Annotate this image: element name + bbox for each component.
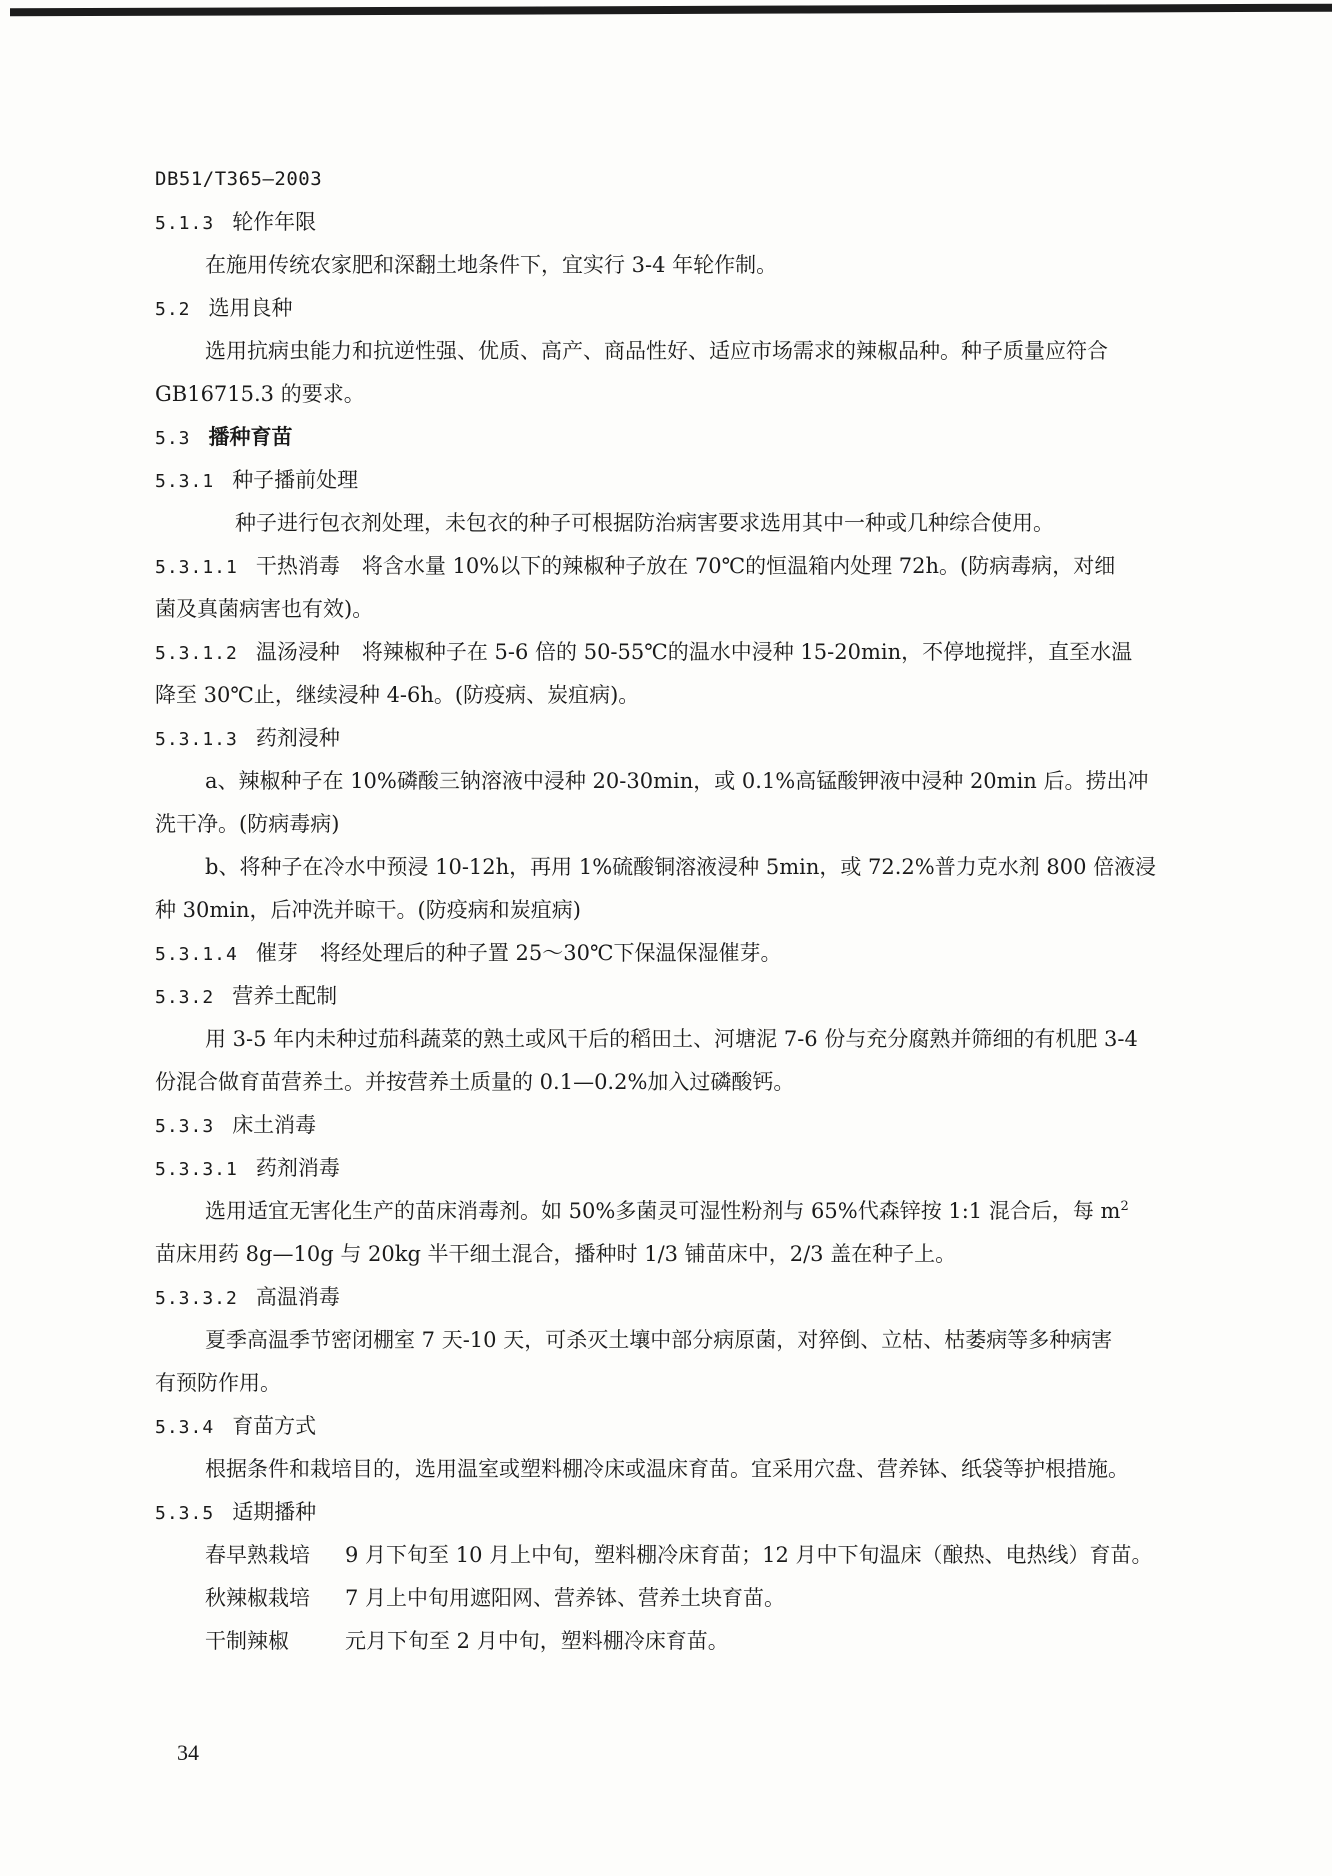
paragraph-continued: 菌及真菌病害也有效)。 bbox=[155, 597, 374, 621]
superscript: 2 bbox=[1120, 1199, 1129, 1214]
section-title: 床土消毒 bbox=[232, 1113, 317, 1137]
document-body bbox=[155, 158, 1195, 1663]
schedule-row bbox=[155, 1534, 1195, 1577]
doc-code: DB51/T365—2003 bbox=[155, 168, 323, 190]
section-number: 5.3.1 bbox=[155, 471, 215, 492]
paragraph: 根据条件和栽培目的，选用温室或塑料棚冷床或温床育苗。宜采用穴盘、营养钵、纸袋等护根措施。 bbox=[205, 1457, 1129, 1481]
heading-5-3-1-4 bbox=[155, 932, 1195, 975]
schedule-text: 7 月上中旬用遮阳网、营养钵、营养土块育苗。 bbox=[345, 1586, 786, 1610]
paragraph: 将辣椒种子在 5-6 倍的 50-55℃的温水中浸种 15-20min，不停地搅拌，直至水温 bbox=[361, 640, 1133, 664]
heading-5-2 bbox=[155, 287, 1195, 330]
paragraph: 在施用传统农家肥和深翻土地条件下，宜实行 3-4 年轮作制。 bbox=[205, 253, 778, 277]
section-title: 温汤浸种 bbox=[255, 640, 340, 664]
heading-5-3-1 bbox=[155, 459, 1195, 502]
paragraph: 将经处理后的种子置 25～30℃下保温保湿催芽。 bbox=[319, 941, 782, 965]
section-title: 选用良种 bbox=[208, 296, 293, 320]
section-title: 干热消毒 bbox=[255, 554, 340, 578]
section-title: 育苗方式 bbox=[232, 1414, 317, 1438]
paragraph-continued: 有预防作用。 bbox=[155, 1371, 281, 1395]
section-number: 5.3.5 bbox=[155, 1503, 215, 1524]
section-title: 适期播种 bbox=[232, 1500, 317, 1524]
heading-5-3-1-1 bbox=[155, 545, 1195, 588]
section-title: 高温消毒 bbox=[255, 1285, 340, 1309]
heading-5-3-1-3 bbox=[155, 717, 1195, 760]
section-number: 5.3.1.4 bbox=[155, 944, 238, 965]
heading-5-3-3-1 bbox=[155, 1147, 1195, 1190]
heading-5-3-4 bbox=[155, 1405, 1195, 1448]
section-number: 5.3.3.1 bbox=[155, 1159, 238, 1180]
section-number: 5.3.1.1 bbox=[155, 557, 238, 578]
section-title: 轮作年限 bbox=[232, 210, 317, 234]
heading-5-3-3-2 bbox=[155, 1276, 1195, 1319]
section-number: 5.3.1.2 bbox=[155, 643, 238, 664]
list-item-b: b、将种子在冷水中预浸 10-12h，再用 1%硫酸铜溶液浸种 5min，或 72.2%普力克水剂 800 倍液浸 bbox=[205, 855, 1157, 879]
list-item-a: a、辣椒种子在 10%磷酸三钠溶液中浸种 20-30min，或 0.1%高锰酸钾液中浸种 20min 后。捞出冲 bbox=[205, 769, 1149, 793]
heading-5-3 bbox=[155, 416, 1195, 459]
paragraph: 选用抗病虫能力和抗逆性强、优质、高产、商品性好、适应市场需求的辣椒品种。种子质量应符合 bbox=[205, 339, 1108, 363]
page-number: 34 bbox=[177, 1740, 199, 1765]
paragraph-continued: 份混合做育苗营养土。并按营养土质量的 0.1—0.2%加入过磷酸钙。 bbox=[155, 1070, 795, 1094]
paragraph-text: 选用适宜无害化生产的苗床消毒剂。如 50%多菌灵可湿性粉剂与 65%代森锌按 1:1 混合后，每 m bbox=[205, 1199, 1121, 1223]
paragraph-continued: 苗床用药 8g—10g 与 20kg 半干细土混合，播种时 1/3 铺苗床中，2/3 盖在种子上。 bbox=[155, 1242, 957, 1266]
section-title: 营养土配制 bbox=[232, 984, 338, 1008]
heading-5-3-3 bbox=[155, 1104, 1195, 1147]
heading-5-1-3 bbox=[155, 201, 1195, 244]
section-number: 5.1.3 bbox=[155, 213, 215, 234]
heading-5-3-2 bbox=[155, 975, 1195, 1018]
heading-5-3-1-2 bbox=[155, 631, 1195, 674]
section-title: 药剂消毒 bbox=[255, 1156, 340, 1180]
top-rule bbox=[10, 4, 1332, 17]
paragraph: 种子进行包衣剂处理，未包衣的种子可根据防治病害要求选用其中一种或几种综合使用。 bbox=[235, 511, 1054, 535]
section-title: 种子播前处理 bbox=[232, 468, 359, 492]
section-title: 催芽 bbox=[255, 941, 298, 965]
paragraph-continued: GB16715.3 的要求。 bbox=[155, 382, 365, 406]
paragraph-continued: 降至 30℃止，继续浸种 4-6h。(防疫病、炭疽病)。 bbox=[155, 683, 640, 707]
section-title: 药剂浸种 bbox=[255, 726, 340, 750]
list-item-a-continued: 洗干净。(防病毒病) bbox=[155, 812, 340, 836]
schedule-row bbox=[155, 1620, 1195, 1663]
schedule-label: 干制辣椒 bbox=[205, 1629, 289, 1653]
section-number: 5.2 bbox=[155, 299, 191, 320]
paragraph: 用 3-5 年内未种过茄科蔬菜的熟土或风干后的稻田土、河塘泥 7-6 份与充分腐熟并筛细的有机肥 3-4 bbox=[205, 1027, 1138, 1051]
paragraph: 夏季高温季节密闭棚室 7 天-10 天，可杀灭土壤中部分病原菌，对猝倒、立枯、枯萎病等多种病害 bbox=[205, 1328, 1113, 1352]
heading-5-3-5 bbox=[155, 1491, 1195, 1534]
schedule-label: 春早熟栽培 bbox=[205, 1543, 310, 1567]
schedule-row bbox=[155, 1577, 1195, 1620]
section-number: 5.3.1.3 bbox=[155, 729, 238, 750]
section-number: 5.3.4 bbox=[155, 1417, 215, 1438]
paragraph: 将含水量 10%以下的辣椒种子放在 70℃的恒温箱内处理 72h。(防病毒病，对细 bbox=[361, 554, 1116, 578]
list-item-b-continued: 种 30min，后冲洗并晾干。(防疫病和炭疽病) bbox=[155, 898, 581, 922]
paragraph bbox=[155, 1190, 1195, 1233]
section-number: 5.3.3.2 bbox=[155, 1288, 238, 1309]
schedule-text: 9 月下旬至 10 月上中旬，塑料棚冷床育苗；12 月中下旬温床（酿热、电热线）育苗。 bbox=[345, 1543, 1153, 1567]
schedule-text: 元月下旬至 2 月中旬，塑料棚冷床育苗。 bbox=[345, 1629, 729, 1653]
section-number: 5.3 bbox=[155, 428, 191, 449]
section-number: 5.3.2 bbox=[155, 987, 215, 1008]
schedule-label: 秋辣椒栽培 bbox=[205, 1586, 310, 1610]
section-title: 播种育苗 bbox=[208, 425, 293, 449]
section-number: 5.3.3 bbox=[155, 1116, 215, 1137]
